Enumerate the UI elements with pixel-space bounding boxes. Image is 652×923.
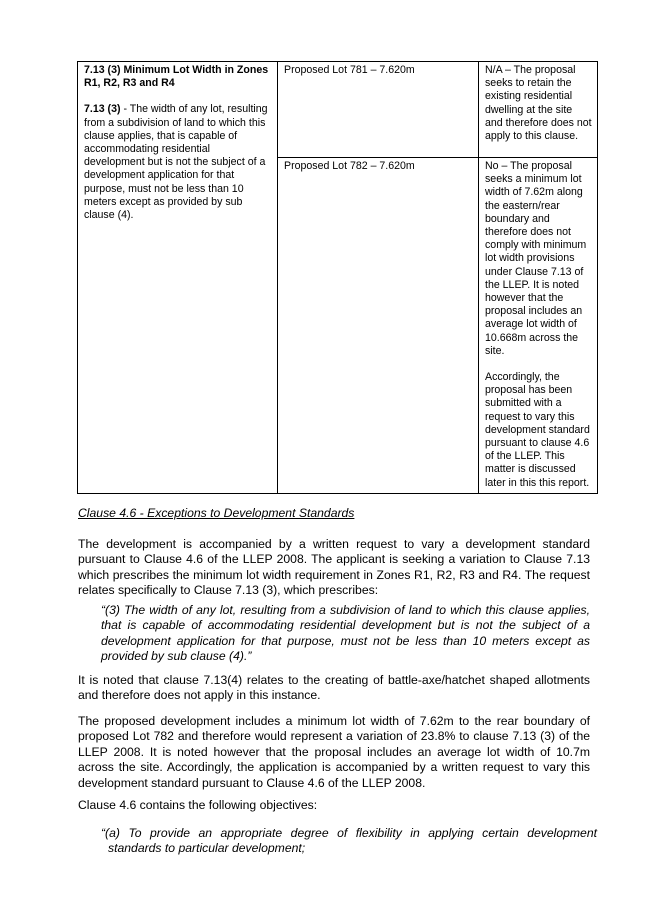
quoted-objective: “(a) To provide an appropriate degree of flexibility in applying certain development standards to particular development; — [101, 826, 597, 856]
clause-cell — [78, 62, 278, 494]
proposal-cell — [278, 158, 479, 494]
clause-description: - The width of any lot, resulting from a subdivision of land to which this clause applies, that is capable of accommodating residential development but is not the subject of a development application for that purpose, must not be less than 10 meters except as provided by sub clause (4). — [84, 103, 268, 222]
comment-text: Accordingly, the proposal has been submitted with a request to vary this development standard pursuant to clause 4.6 of the LLEP. This matter is discussed later in this this report. — [485, 371, 590, 489]
paragraph: Clause 4.6 contains the following objectives: — [78, 798, 318, 812]
paragraph: The development is accompanied by a written request to vary a development standard pursuant to Clause 4.6 of the LLEP 2008. The applicant is seeking a variation to Clause 7.13 which prescribes the minimum lot width requirement in Zones R1, R2, R3 and R4. The request relates specifically to Clause 7.13 (3), which prescribes: — [78, 537, 590, 598]
table-row — [78, 62, 598, 158]
comment-text: No – The proposal seeks a minimum lot width of 7.62m along the eastern/rear boundary and therefore does not comply with minimum lot width provisions under Clause 7.13 of the LLEP. It is noted however that the proposal includes an average lot width of 10.668m across the site. — [485, 160, 587, 357]
proposal-value: Proposed Lot 782 – 7.620m — [284, 160, 415, 172]
clause-ref: 7.13 (3) — [84, 103, 121, 116]
comment-cell — [479, 158, 598, 494]
comment-text: N/A – The proposal seeks to retain the existing residential dwelling at the site and therefore does not apply to this clause. — [485, 64, 592, 143]
section-title: Clause 4.6 - Exceptions to Development Standards — [78, 506, 355, 520]
quoted-clause: “(3) The width of any lot, resulting from a subdivision of land to which this clause applies, that is capable of accommodating residential development but is not the subject of a development application for that purpose, must not be less than 10 meters except as provided by sub clause (4).” — [101, 603, 590, 664]
proposal-value: Proposed Lot 781 – 7.620m — [284, 64, 415, 76]
compliance-table — [77, 61, 598, 494]
clause-heading: 7.13 (3) Minimum Lot Width in Zones R1, R2, R3 and R4 — [84, 64, 269, 90]
paragraph: It is noted that clause 7.13(4) relates to the creating of battle-axe/hatchet shaped allotments and therefore does not apply in this instance. — [78, 673, 590, 703]
comment-cell — [479, 62, 598, 158]
clause-text — [84, 103, 272, 222]
paragraph: The proposed development includes a minimum lot width of 7.62m to the rear boundary of proposed Lot 782 and therefore would represent a variation of 23.8% to clause 7.13 (3) of the LLEP 2008. It is noted however that the proposal includes an average lot width of 10.7m across the site. Accordingly, the application is accompanied by a written request to vary this development standard pursuant to Clause 4.6 of the LLEP 2008. — [78, 714, 590, 790]
proposal-cell — [278, 62, 479, 158]
